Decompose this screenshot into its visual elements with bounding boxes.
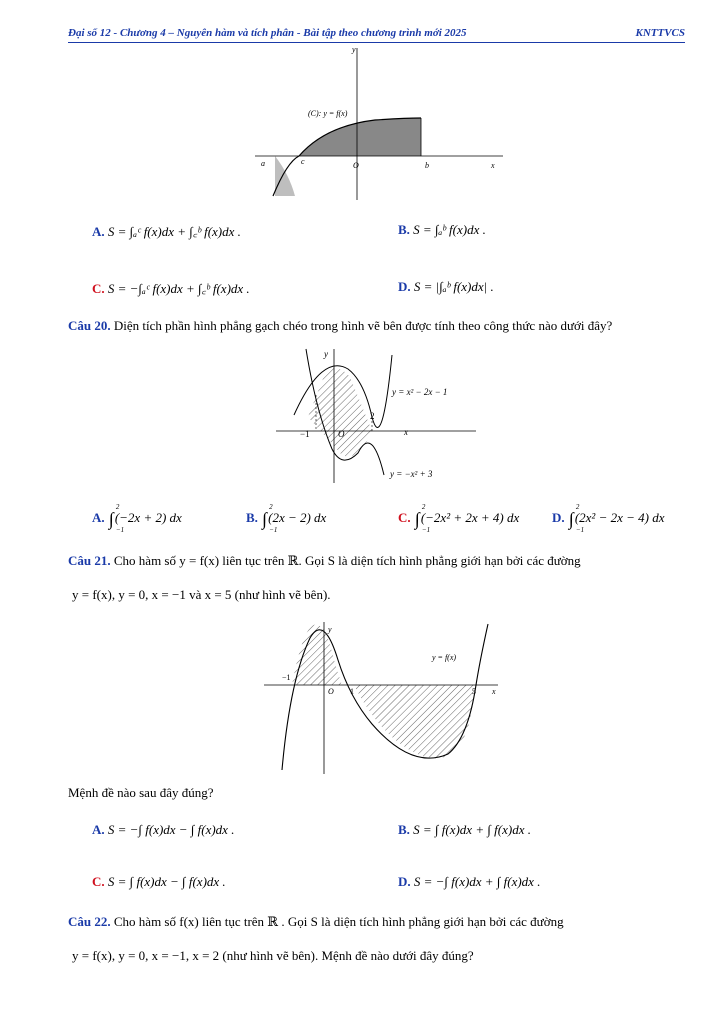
- label-minus-1: −1: [300, 429, 310, 439]
- q20-option-b[interactable]: B. ∫ 2 −1 (2x − 2) dx: [246, 503, 327, 535]
- curve-label: (C): y = f(x): [308, 109, 348, 118]
- label-c: c: [301, 157, 305, 166]
- header-code: KNTTVCS: [635, 27, 685, 39]
- axis-y-label: y: [328, 625, 332, 634]
- page-header: [68, 26, 685, 43]
- q20-option-d[interactable]: D. ∫ 2 −1 (2x² − 2x − 4) dx: [552, 503, 665, 535]
- shaded-region: [299, 118, 421, 156]
- axis-x-label: x: [404, 427, 408, 437]
- axis-x-label: x: [491, 161, 495, 170]
- hatched-region-right: [354, 685, 476, 758]
- q21-question: Mệnh đề nào sau đây đúng?: [68, 785, 214, 800]
- q19-option-a[interactable]: A. S = ∫ₐᶜ f(x)dx + ∫꜀ᵇ f(x)dx .: [92, 224, 241, 239]
- hatched-region-left: [292, 625, 342, 685]
- axis-y-label: y: [352, 45, 356, 54]
- hatched-region: [308, 368, 372, 457]
- q21-text-line1: Cho hàm số y = f(x) liên tục trên ℝ. Gọi S là diện tích hình phẳng giới hạn bởi các đường: [113, 553, 581, 568]
- q22-text-line1: Cho hàm số f(x) liên tục trên ℝ . Gọi S là diện tích hình phẳng giới hạn bởi các đường: [113, 914, 564, 929]
- label-origin: O: [338, 429, 345, 439]
- q22-label: Câu 22.: [68, 914, 111, 929]
- q21-option-b[interactable]: B. S = ∫ f(x)dx + ∫ f(x)dx .: [398, 822, 531, 837]
- curve1-label: y = x² − 2x − 1: [392, 387, 448, 397]
- label-b: b: [425, 161, 429, 170]
- label-origin: O: [328, 687, 334, 696]
- q21-stem-line1: [68, 553, 688, 569]
- q22-stem-line1: [68, 914, 688, 930]
- header-title: Đại số 12 - Chương 4 – Nguyên hàm và tích phân - Bài tập theo chương trình mới 2025: [68, 27, 467, 39]
- q22-stem-line2: y = f(x), y = 0, x = −1, x = 2 (như hình vẽ bên). Mệnh đề nào dưới đây đúng?: [72, 948, 474, 963]
- label-2: 2: [370, 411, 375, 421]
- q19-option-b[interactable]: B. S = ∫ₐᵇ f(x)dx .: [398, 222, 486, 237]
- q20-text: Diện tích phần hình phẳng gạch chéo trong hình vẽ bên được tính theo công thức nào dưới đây?: [113, 318, 613, 333]
- figure-q21: [262, 620, 502, 776]
- curve-label: y = f(x): [432, 653, 457, 662]
- axis-x-label: x: [492, 687, 496, 696]
- q20-option-a[interactable]: A. ∫ 2 −1 (−2x + 2) dx: [92, 503, 182, 535]
- q21-option-d[interactable]: D. S = −∫ f(x)dx + ∫ f(x)dx .: [398, 874, 541, 889]
- label-a: a: [261, 159, 265, 168]
- q21-label: Câu 21.: [68, 553, 111, 568]
- curve2-label: y = −x² + 3: [390, 469, 433, 479]
- q19-option-c[interactable]: C. S = −∫ₐᶜ f(x)dx + ∫꜀ᵇ f(x)dx .: [92, 281, 250, 296]
- q19-option-d[interactable]: D. S = |∫ₐᵇ f(x)dx| .: [398, 279, 494, 294]
- label-5: 5: [472, 687, 476, 696]
- figure-area-ab: [255, 44, 505, 202]
- label-origin: O: [353, 161, 359, 170]
- axis-y-label: y: [324, 349, 328, 359]
- q21-option-c[interactable]: C. S = ∫ f(x)dx − ∫ f(x)dx .: [92, 874, 226, 889]
- figure-q20: [272, 345, 482, 485]
- label-minus-1: −1: [282, 673, 291, 682]
- q20-label: Câu 20.: [68, 318, 111, 333]
- q21-option-a[interactable]: A. S = −∫ f(x)dx − ∫ f(x)dx .: [92, 822, 235, 837]
- q21-stem-line2: y = f(x), y = 0, x = −1 và x = 5 (như hình vẽ bên).: [72, 587, 331, 602]
- q20-stem: [68, 318, 688, 334]
- q20-option-c[interactable]: C. ∫ 2 −1 (−2x² + 2x + 4) dx: [398, 503, 520, 535]
- label-1: 1: [350, 687, 354, 696]
